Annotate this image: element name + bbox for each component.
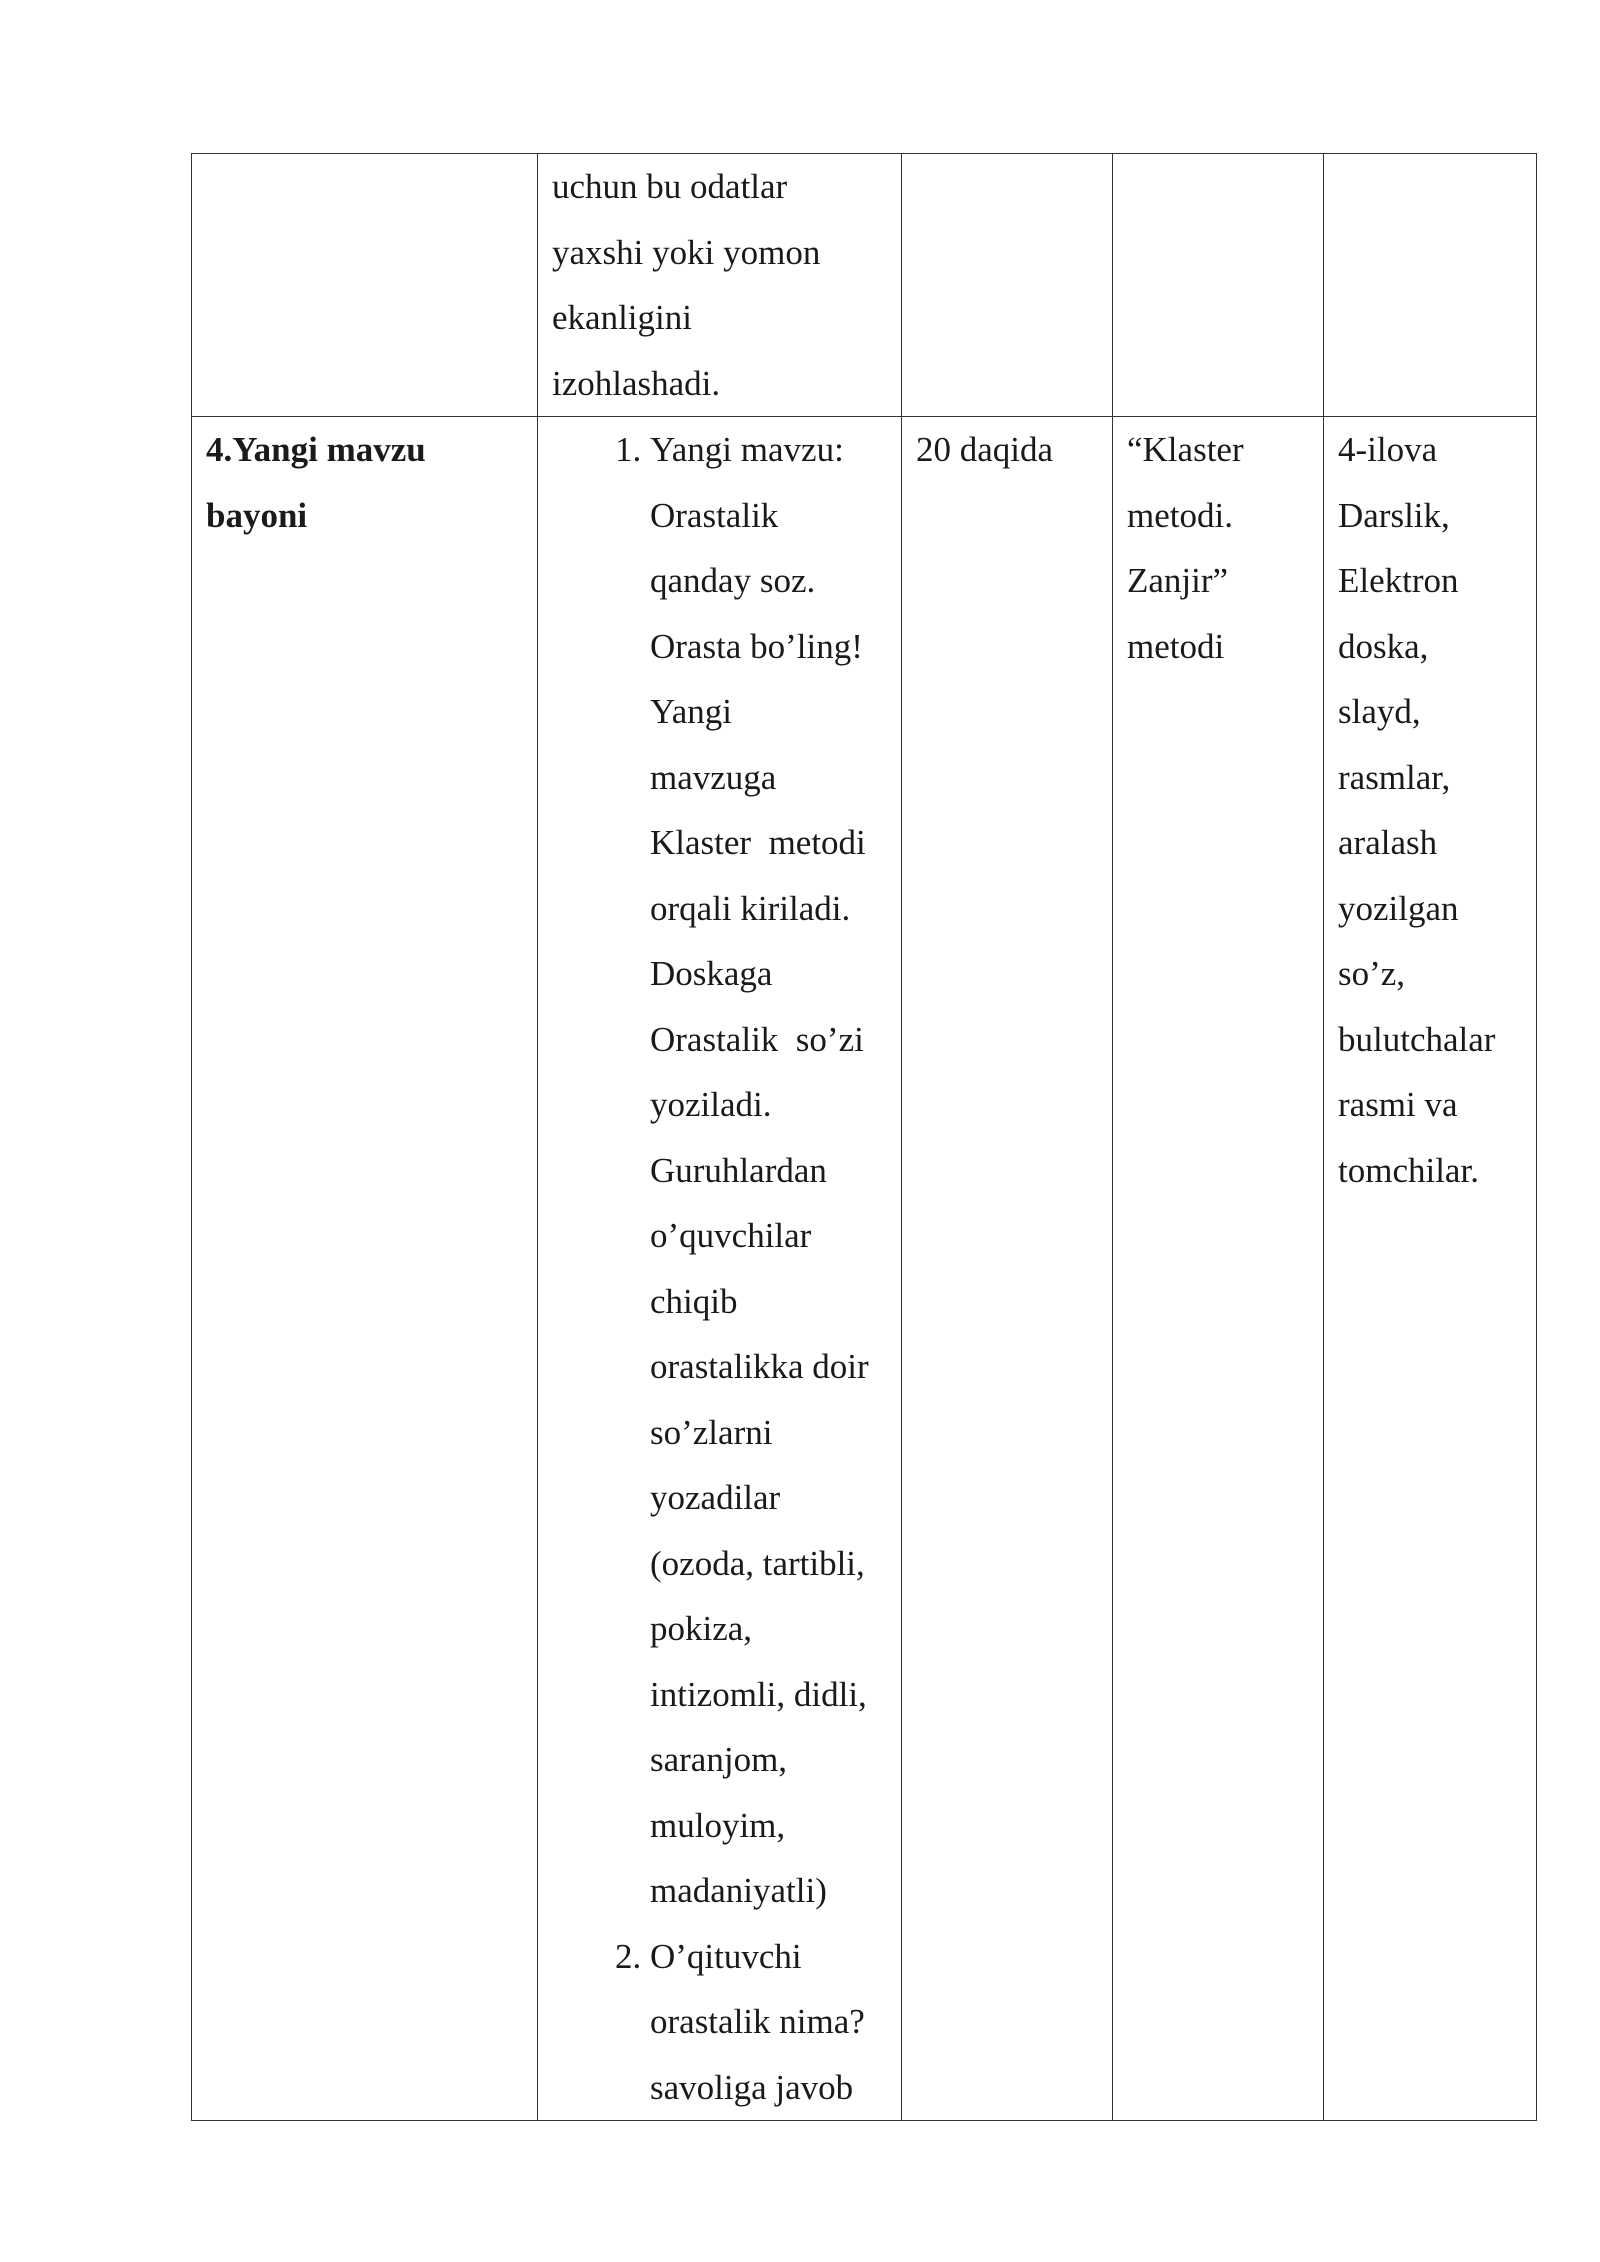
resource-cell xyxy=(1324,417,1537,2121)
resource-line: Darslik, xyxy=(1338,495,1450,535)
stage-title: 4.Yangi mavzu xyxy=(206,430,426,469)
method-line: metodi xyxy=(1127,626,1225,666)
step-line: yozadilar xyxy=(650,1478,781,1517)
step-line: 1. Yangi mavzu: xyxy=(650,430,844,469)
time-cell-empty xyxy=(902,154,1113,417)
content-line: yaxshi yoki yomon xyxy=(552,232,821,272)
method-cell xyxy=(1113,417,1324,2121)
content-cell xyxy=(538,417,902,2121)
content-line: ekanligini xyxy=(552,298,692,337)
step-line: intizomli, didli, xyxy=(650,1674,867,1714)
step-line: o’quvchilar xyxy=(650,1216,812,1255)
step-line: Klaster metodi xyxy=(650,823,866,862)
step-line: qanday soz. xyxy=(650,561,816,600)
step-line: Orastalik so’zi xyxy=(650,1019,864,1059)
resource-line: yozilgan xyxy=(1338,888,1459,928)
resource-line: rasmi va xyxy=(1338,1085,1458,1124)
lesson-plan-table xyxy=(191,153,1537,2121)
method-line: “Klaster xyxy=(1127,430,1244,469)
step-line: muloyim, xyxy=(650,1805,786,1845)
step-line: savoliga javob xyxy=(650,2067,854,2107)
resource-line: Elektron xyxy=(1338,561,1459,600)
step-line: Orasta bo’ling! xyxy=(650,626,863,666)
content-line: uchun bu odatlar xyxy=(552,167,788,206)
step-line: madaniyatli) xyxy=(650,1871,827,1910)
time-cell xyxy=(902,417,1113,2121)
resource-line: slayd, xyxy=(1338,692,1421,731)
method-line: metodi. xyxy=(1127,495,1233,535)
step-line: 2. O’qituvchi xyxy=(650,1936,802,1976)
step-item xyxy=(650,1924,887,2121)
stage-cell-empty xyxy=(192,154,538,417)
step-line: Guruhlardan xyxy=(650,1150,827,1190)
stage-cell xyxy=(192,417,538,2121)
method-cell-empty xyxy=(1113,154,1324,417)
content-line: izohlashadi. xyxy=(552,363,721,403)
step-line: saranjom, xyxy=(650,1740,788,1779)
table-row xyxy=(192,154,1537,417)
step-line: (ozoda, tartibli, xyxy=(650,1543,865,1583)
stage-title-continued: bayoni xyxy=(206,495,308,535)
step-line: orastalikka doir xyxy=(650,1347,869,1386)
resource-line: so’z, xyxy=(1338,954,1406,993)
step-line: mavzuga xyxy=(650,757,777,797)
step-line: chiqib xyxy=(650,1281,738,1321)
step-item xyxy=(650,417,887,1924)
step-line: pokiza, xyxy=(650,1609,753,1648)
resource-line: 4-ilova xyxy=(1338,430,1438,469)
resource-line: bulutchalar xyxy=(1338,1019,1496,1059)
step-line: Doskaga xyxy=(650,954,773,993)
resource-line: aralash xyxy=(1338,823,1438,862)
step-line: orastalik nima? xyxy=(650,2002,865,2041)
step-line: Yangi xyxy=(650,692,733,731)
table-row xyxy=(192,417,1537,2121)
step-line: Orastalik xyxy=(650,495,779,535)
step-line: so’zlarni xyxy=(650,1412,773,1452)
duration-text: 20 daqida xyxy=(916,430,1054,469)
content-cell xyxy=(538,154,902,417)
step-line: yoziladi. xyxy=(650,1085,772,1124)
resource-line: doska, xyxy=(1338,626,1429,666)
resource-line: tomchilar. xyxy=(1338,1150,1479,1190)
steps-list xyxy=(552,417,887,2120)
method-line: Zanjir” xyxy=(1127,561,1229,600)
step-line: orqali kiriladi. xyxy=(650,888,851,928)
resource-line: rasmlar, xyxy=(1338,757,1451,797)
resource-cell-empty xyxy=(1324,154,1537,417)
